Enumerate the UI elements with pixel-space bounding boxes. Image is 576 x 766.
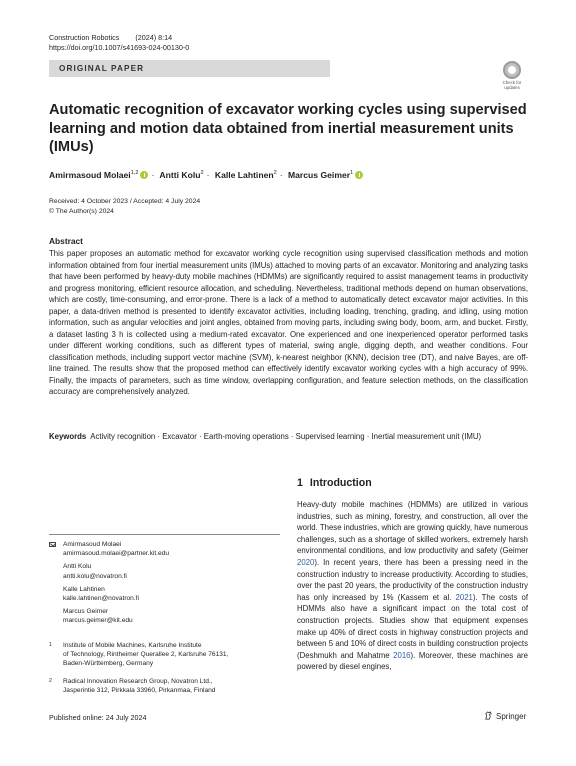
check-for-updates-label-2: updates	[504, 85, 520, 90]
orcid-icon[interactable]	[355, 171, 363, 179]
intro-text-part: ). Moreover, these machines are powered by diesel engines,	[297, 650, 528, 672]
copyright-notice: © The Author(s) 2024	[49, 207, 114, 215]
section-title: Introduction	[309, 477, 372, 489]
affiliation-line: of Technology, Rintheimer Querallee 2, Karlsruhe 76131,	[63, 651, 229, 659]
abstract-text: This paper proposes an automatic method for excavator working cycle recognition using supervised classification methods and motion information obtained from four inertial measurement units (IMUs) attached to moving parts of an excavator. Monitoring and analyzing tasks that have been performed by heavy-duty mobile machines (HDMMs) are significantly required to assist management teams in productivity and progress monitoring, efficient resource allocation, and scheduling. Nevertheless, traditional methods depend on human observations, which are costly, time-consuming, and error-prone. There is a lack of a method to automatically detect excavator major activities. In this paper, a data-driven method is presented to identify excavator activities, including loading, trenching, grading, and idling, using motion information, such as angular velocities and joint angles, obtained from moving parts, including swing body, boom, arm, and bucket. Firstly, a dataset lasting 3 h is collected using a medium-rated excavator. One experienced and one inexperienced operator performed tasks under different working conditions, such as different types of material, swing angle, digging depth, and weather conditions. Four classification methods, including support vector machine (SVM), k-nearest neighbor (KNN), decision tree (DT), and naive Bayes, are off-line trained. The results show that the proposed method can effectively identify excavator working cycles with a high accuracy of 99%. Finally, the impacts of parameters, such as time window, overlapping configuration, and feature selection methods, on the classification accuracy are comprehensively analyzed.	[49, 249, 528, 396]
orcid-icon[interactable]	[140, 171, 148, 179]
author-contacts	[49, 540, 280, 630]
journal-volume: (2024) 8:14	[135, 33, 173, 42]
author-name[interactable]: Amirmasoud Molaei	[49, 170, 131, 180]
contact-entry	[49, 540, 280, 558]
author-affiliation-sup: 1,2	[130, 170, 139, 177]
footnote-divider	[49, 534, 280, 535]
received-accepted-dates: Received: 4 October 2023 / Accepted: 4 July 2024	[49, 198, 201, 205]
article-dates	[49, 197, 200, 216]
citation-link[interactable]: 2021	[455, 592, 473, 602]
intro-text-part: ). In recent years, there has been a pressing need in the construction industry to increase productivity. According to studies, over the past 20 years, the productivity of the construction industry has only increased by 1% (Kassem et al.	[297, 557, 528, 602]
author-affiliation-sup: 2	[200, 170, 204, 177]
affiliation-line: Baden-Württemberg, Germany	[63, 660, 154, 668]
springer-horse-icon	[484, 711, 493, 720]
affiliation-line: Institute of Mobile Machines, Karlsruhe Institute	[63, 642, 202, 649]
contact-name: Antti Kolu	[63, 563, 92, 571]
affiliation-line: Radical Innovation Research Group, Novatron Ltd.,	[63, 677, 213, 685]
publisher-name: Springer	[496, 712, 527, 721]
author-separator: ·	[279, 170, 283, 180]
contact-email[interactable]: amirmasoud.molaei@partner.kit.edu	[63, 550, 170, 558]
contact-name: Marcus Geimer	[63, 608, 109, 616]
citation-link[interactable]: 2016	[393, 650, 411, 660]
intro-text-part: Heavy-duty mobile machines (HDMMs) are utilized in various industries, such as mining, forestry, and construction, all over the world. These industries, which are growing quickly, have numerous challenges, such as a shortage of skilled workers, extremely harsh environmental conditions, and low productivity and safety (	[297, 500, 528, 556]
author-name[interactable]: Antti Kolu	[159, 170, 201, 180]
keywords-label: Keywords	[49, 432, 87, 441]
paper-title: Automatic recognition of excavator working cycles using supervised learning and motion data obtained from inertial measurement units (IMUs)	[49, 102, 527, 155]
article-type-badge: ORIGINAL PAPER	[49, 60, 330, 77]
affiliation-entry	[49, 641, 280, 669]
keywords	[49, 431, 528, 443]
check-for-updates-label: Check for	[502, 80, 522, 85]
affiliations	[49, 641, 280, 703]
contact-email[interactable]: kalle.lahtinen@novatron.fi	[63, 595, 139, 603]
introduction-text	[297, 499, 528, 673]
publisher-logo	[484, 711, 526, 721]
contact-name: Kalle Lahtinen	[63, 585, 105, 593]
abstract-heading: Abstract	[49, 236, 83, 246]
contact-email[interactable]: marcus.geimer@kit.edu	[63, 617, 133, 625]
journal-name: Construction Robotics	[49, 33, 120, 42]
intro-text-part: ). The costs of HDMMs also have a significant impact on the total cost of construction projects. Studies show that equipment expenses make up 40% of direct costs in highway construction projects and between 5 and 10% of direct costs in building construction projects (Deshmukh and Mahatme	[297, 592, 528, 660]
published-date: Published online: 24 July 2024	[49, 713, 147, 722]
affiliation-line: Jasperintie 312, Pirkkala 33960, Pirkanmaa, Finland	[63, 686, 216, 694]
author-name[interactable]: Kalle Lahtinen	[214, 170, 274, 180]
author-separator: ·	[151, 170, 155, 180]
intro-text-part: Geimer	[502, 546, 528, 556]
affiliation-entry	[49, 677, 280, 695]
author-separator: ·	[206, 170, 210, 180]
section-number: 1	[297, 477, 303, 489]
keywords-text: Activity recognition · Excavator · Earth-moving operations · Supervised learning · Inertial measurement unit (IMU)	[90, 432, 482, 441]
contact-entry	[49, 585, 280, 603]
citation-link[interactable]: 2020	[297, 557, 315, 567]
contact-name: Amirmasoud Molaei	[63, 541, 122, 548]
check-for-updates-button[interactable]	[497, 61, 527, 93]
check-for-updates-icon	[503, 61, 521, 79]
author-affiliation-sup: 2	[273, 170, 277, 177]
author-list	[49, 170, 363, 180]
author-affiliation-sup: 1	[350, 170, 354, 177]
contact-entry	[49, 562, 280, 580]
affiliation-number: 1	[49, 642, 52, 648]
section-heading-introduction	[297, 477, 379, 489]
contact-email[interactable]: antti.kolu@novatron.fi	[63, 572, 127, 580]
contact-entry	[49, 607, 280, 625]
journal-header	[49, 33, 189, 52]
doi-link[interactable]: https://doi.org/10.1007/s41693-024-00130-0	[49, 42, 190, 52]
envelope-icon	[49, 542, 56, 547]
affiliation-number: 2	[49, 677, 52, 684]
author-name[interactable]: Marcus Geimer	[287, 170, 351, 180]
